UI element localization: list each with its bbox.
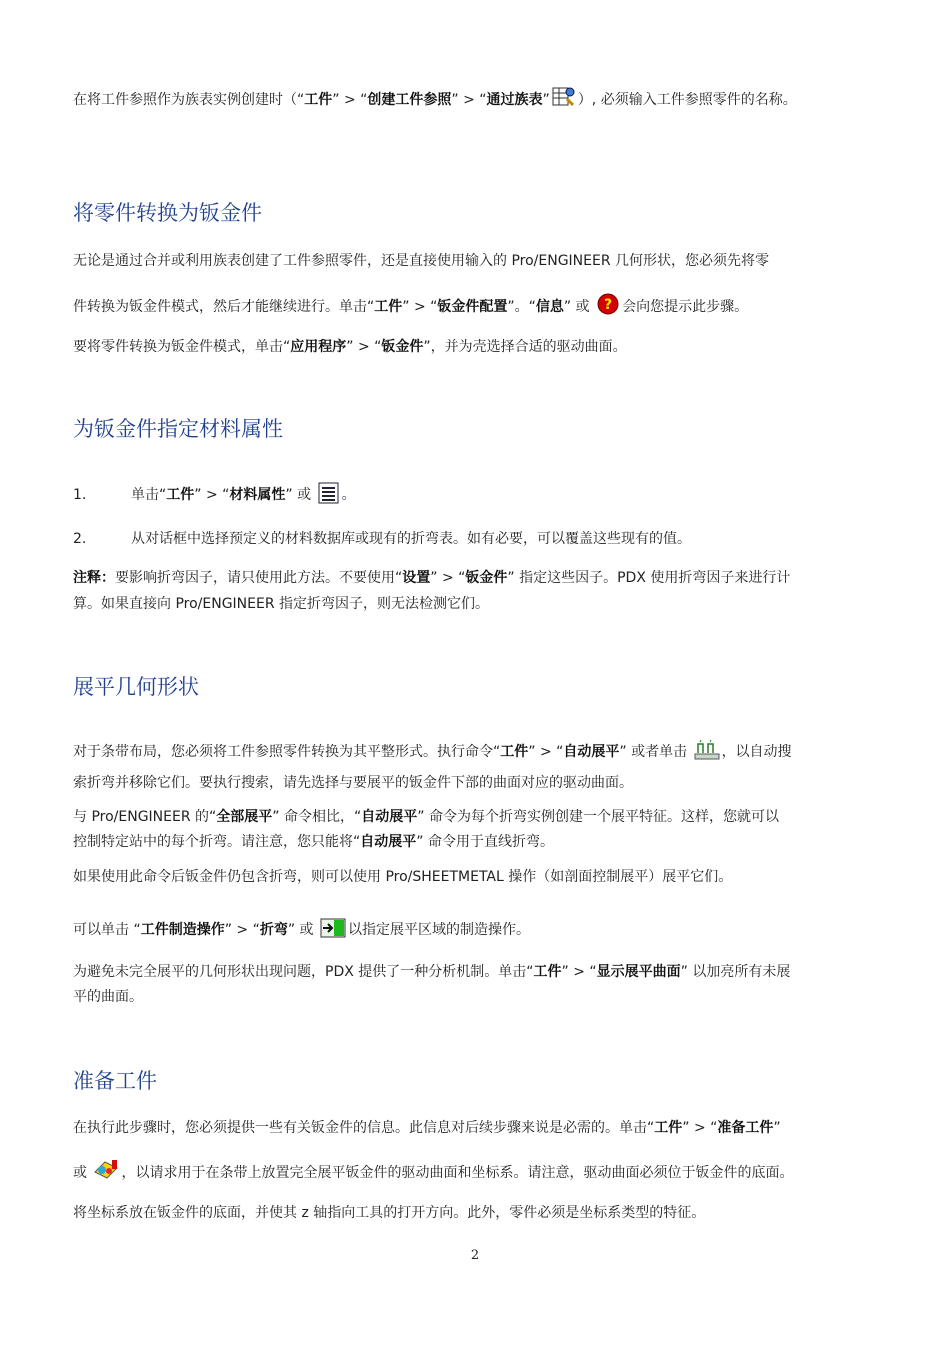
- paragraph-line: 控制特定站中的每个折弯。请注意，您只能将“自动展平” 命令用于直线折弯。: [73, 834, 554, 850]
- paragraph-line: 要将零件转换为钣金件模式，单击“应用程序” > “钣金件”，并为壳选择合适的驱动曲面。: [73, 339, 627, 355]
- paragraph-line: 无论是通过合并或利用族表创建了工件参照零件，还是直接使用输入的 Pro/ENGINEER 几何形状，您必须先将零: [73, 253, 770, 269]
- note-line: 注释：要影响折弯因子，请只使用此方法。不要使用“设置” > “钣金件” 指定这些因子。PDX 使用折弯因子来进行计: [73, 570, 791, 586]
- paragraph-line: 如果使用此命令后钣金件仍包含折弯，则可以使用 Pro/SHEETMETAL 操作（如剖面控制展平）展平它们。: [73, 869, 733, 885]
- prepare-workpiece-icon: [93, 1158, 119, 1189]
- paragraph-line: 对于条带布局，您必须将工件参照零件转换为其平整形式。执行命令“工件” > “自动展平” 或者单击 ，以自动搜: [73, 739, 792, 768]
- paragraph-line: 索折弯并移除它们。要执行搜索，请先选择与要展平的钣金件下部的曲面对应的驱动曲面。: [73, 775, 633, 791]
- paragraph-line: 将坐标系放在钣金件的底面，并使其 z 轴指向工具的打开方向。此外，零件必须是坐标系类型的特征。: [73, 1205, 706, 1221]
- paragraph-line: 与 Pro/ENGINEER 的“全部展平” 命令相比，“自动展平” 命令为每个折弯实例创建一个展平特征。这样，您就可以: [73, 809, 779, 825]
- svg-text:?: ?: [604, 297, 613, 313]
- paragraph-line: 件转换为钣金件模式，然后才能继续进行。单击“工件” > “钣金件配置”。“信息” 或 ? 会向您提示此步骤。: [73, 292, 748, 323]
- section-heading-prepare: 准备工件: [73, 1069, 157, 1093]
- paragraph-line: 可以单击 “工件制造操作” > “折弯” 或 以指定展平区域的制造操作。: [73, 917, 530, 946]
- auto-flatten-icon: [694, 739, 720, 768]
- section-heading-convert: 将零件转换为钣金件: [73, 201, 262, 225]
- material-properties-icon: [318, 482, 340, 511]
- list-item: 1. 单击“工件” > “材料属性” 或 。: [73, 482, 356, 511]
- note-line: 算。如果直接向 Pro/ENGINEER 指定折弯因子，则无法检测它们。: [73, 596, 490, 612]
- help-icon: [596, 292, 620, 323]
- section-heading-material: 为钣金件指定材料属性: [73, 417, 283, 441]
- page-number: 2: [470, 1248, 480, 1263]
- family-table-icon: [552, 85, 576, 116]
- paragraph-line: 或 ，以请求用于在条带上放置完全展平钣金件的驱动曲面和坐标系。请注意，驱动曲面必须位于钣金件的底面。: [73, 1158, 793, 1189]
- paragraph-line: 平的曲面。: [73, 989, 143, 1005]
- section-heading-flatten: 展平几何形状: [73, 675, 199, 699]
- list-item: 2. 从对话框中选择预定义的材料数据库或现有的折弯表。如有必要，可以覆盖这些现有的值。: [73, 531, 691, 547]
- intro-paragraph: 在将工件参照作为族表实例创建时（“工件” > “创建工件参照” > “通过族表” ）, 必须输入工件参照零件的名称。: [73, 85, 797, 116]
- bend-operation-icon: [320, 917, 346, 946]
- paragraph-line: 为避免未完全展平的几何形状出现问题，PDX 提供了一种分析机制。单击“工件” > “显示展平曲面” 以加亮所有未展: [73, 964, 791, 980]
- paragraph-line: 在执行此步骤时，您必须提供一些有关钣金件的信息。此信息对后续步骤来说是必需的。单击“工件” > “准备工件”: [73, 1120, 781, 1136]
